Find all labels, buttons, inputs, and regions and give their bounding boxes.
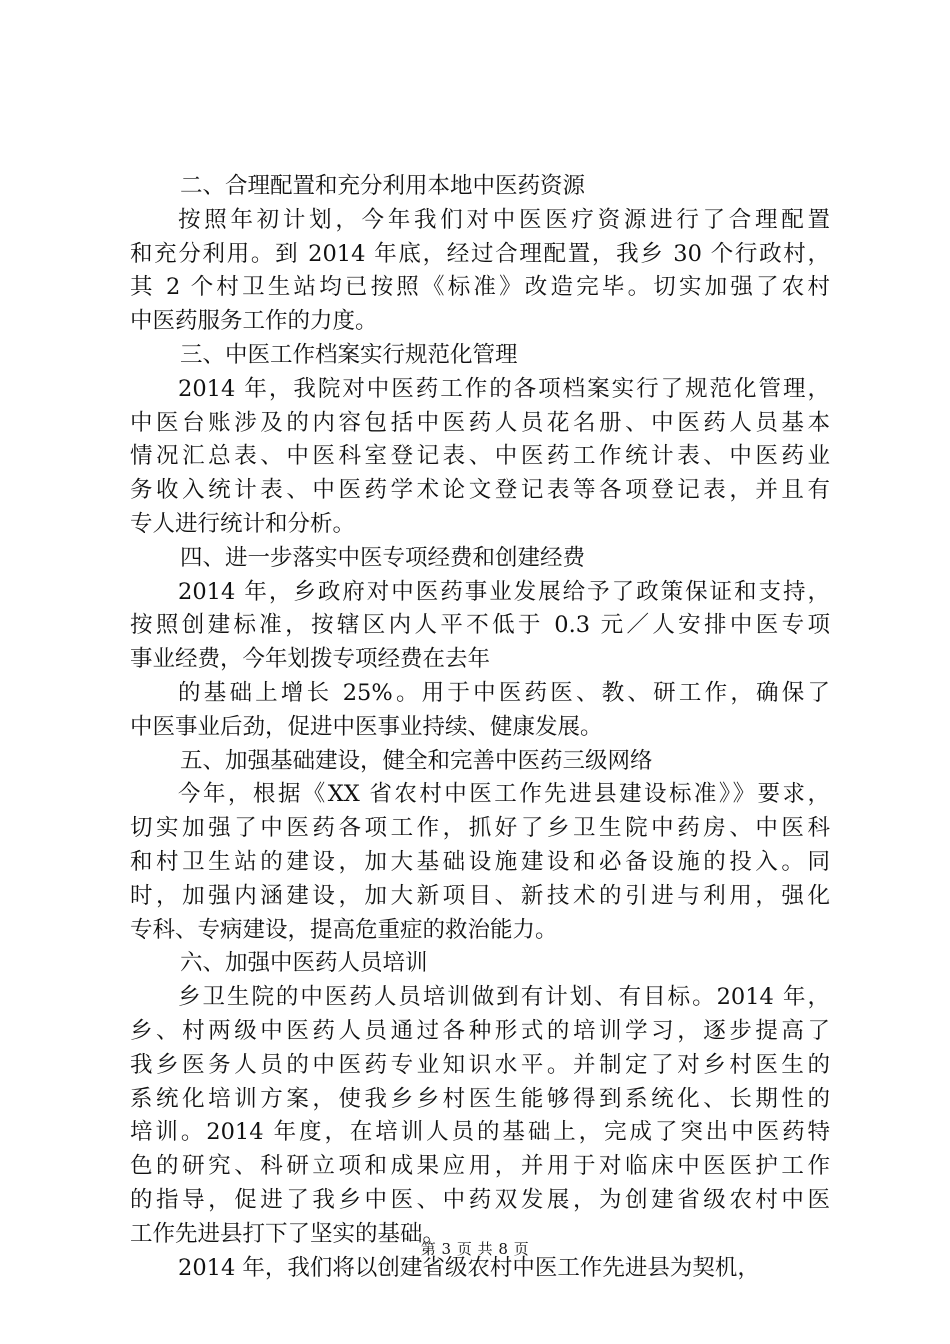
- paragraph-line: 乡、村两级中医药人员通过各种形式的培训学习，逐步提高了: [130, 1017, 830, 1044]
- paragraph-line: 切实加强了中医药各项工作，抓好了乡卫生院中药房、中医科: [130, 815, 830, 842]
- paragraph-line: 系统化培训方案，使我乡乡村医生能够得到系统化、长期性的: [130, 1085, 830, 1112]
- page-footer: 第 3 页 共 8 页: [420, 1240, 530, 1258]
- paragraph-line: 2014 年，我院对中医药工作的各项档案实行了规范化管理，: [178, 375, 830, 402]
- paragraph-line: 其 2 个村卫生站均已按照《标准》改造完毕。切实加强了农村: [130, 274, 830, 301]
- paragraph-line: 中医台账涉及的内容包括中医药人员花名册、中医药人员基本: [130, 409, 830, 436]
- section-heading: 三、中医工作档案实行规范化管理: [180, 341, 518, 368]
- paragraph-line: 我乡医务人员的中医药专业知识水平。并制定了对乡村医生的: [130, 1051, 830, 1078]
- paragraph-line: 乡卫生院的中医药人员培训做到有计划、有目标。2014 年，: [178, 984, 830, 1011]
- paragraph-line: 事业经费，今年划拨专项经费在去年: [130, 646, 491, 673]
- paragraph-line: 中医事业后劲，促进中医事业持续、健康发展。: [130, 713, 603, 740]
- section-heading: 五、加强基础建设，健全和完善中医药三级网络: [180, 747, 653, 774]
- paragraph-line: 工作先进县打下了坚实的基础。: [130, 1220, 446, 1247]
- document-body: [130, 170, 830, 1285]
- paragraph-line: 的基础上增长 25%。用于中医药医、教、研工作，确保了: [178, 679, 830, 706]
- paragraph-line: 2014 年，乡政府对中医药事业发展给予了政策保证和支持，: [178, 578, 830, 605]
- paragraph-line: 2014 年，我们将以创建省级农村中医工作先进县为契机，: [178, 1254, 760, 1281]
- paragraph-line: 色的研究、科研立项和成果应用，并用于对临床中医医护工作: [130, 1153, 830, 1180]
- paragraph-line: 情况汇总表、中医科室登记表、中医药工作统计表、中医药业: [130, 443, 830, 470]
- section-heading: 四、进一步落实中医专项经费和创建经费: [180, 544, 586, 571]
- paragraph-line: 务收入统计表、中医药学术论文登记表等各项登记表，并且有: [130, 477, 830, 504]
- section-heading: 六、加强中医药人员培训: [180, 950, 428, 977]
- paragraph-line: 专人进行统计和分析。: [130, 510, 356, 537]
- paragraph-line: 中医药服务工作的力度。: [130, 308, 378, 335]
- paragraph-line: 培训。2014 年度，在培训人员的基础上，完成了突出中医药特: [130, 1119, 830, 1146]
- paragraph-line: 和村卫生站的建设，加大基础设施建设和必备设施的投入。同: [130, 848, 830, 875]
- paragraph-line: 的指导，促进了我乡中医、中药双发展，为创建省级农村中医: [130, 1186, 830, 1213]
- paragraph-line: 时，加强内涵建设，加大新项目、新技术的引进与利用，强化: [130, 882, 830, 909]
- paragraph-line: 和充分利用。到 2014 年底，经过合理配置，我乡 30 个行政村，: [130, 240, 830, 267]
- paragraph-line: 专科、专病建设，提高危重症的救治能力。: [130, 916, 558, 943]
- paragraph-line: 按照年初计划，今年我们对中医医疗资源进行了合理配置: [178, 206, 830, 233]
- paragraph-line: 今年，根据《XX 省农村中医工作先进县建设标准》》要求，: [178, 781, 830, 808]
- section-heading: 二、合理配置和充分利用本地中医药资源: [180, 173, 586, 199]
- paragraph-line: 按照创建标准，按辖区内人平不低于 0.3 元／人安排中医专项: [130, 612, 830, 639]
